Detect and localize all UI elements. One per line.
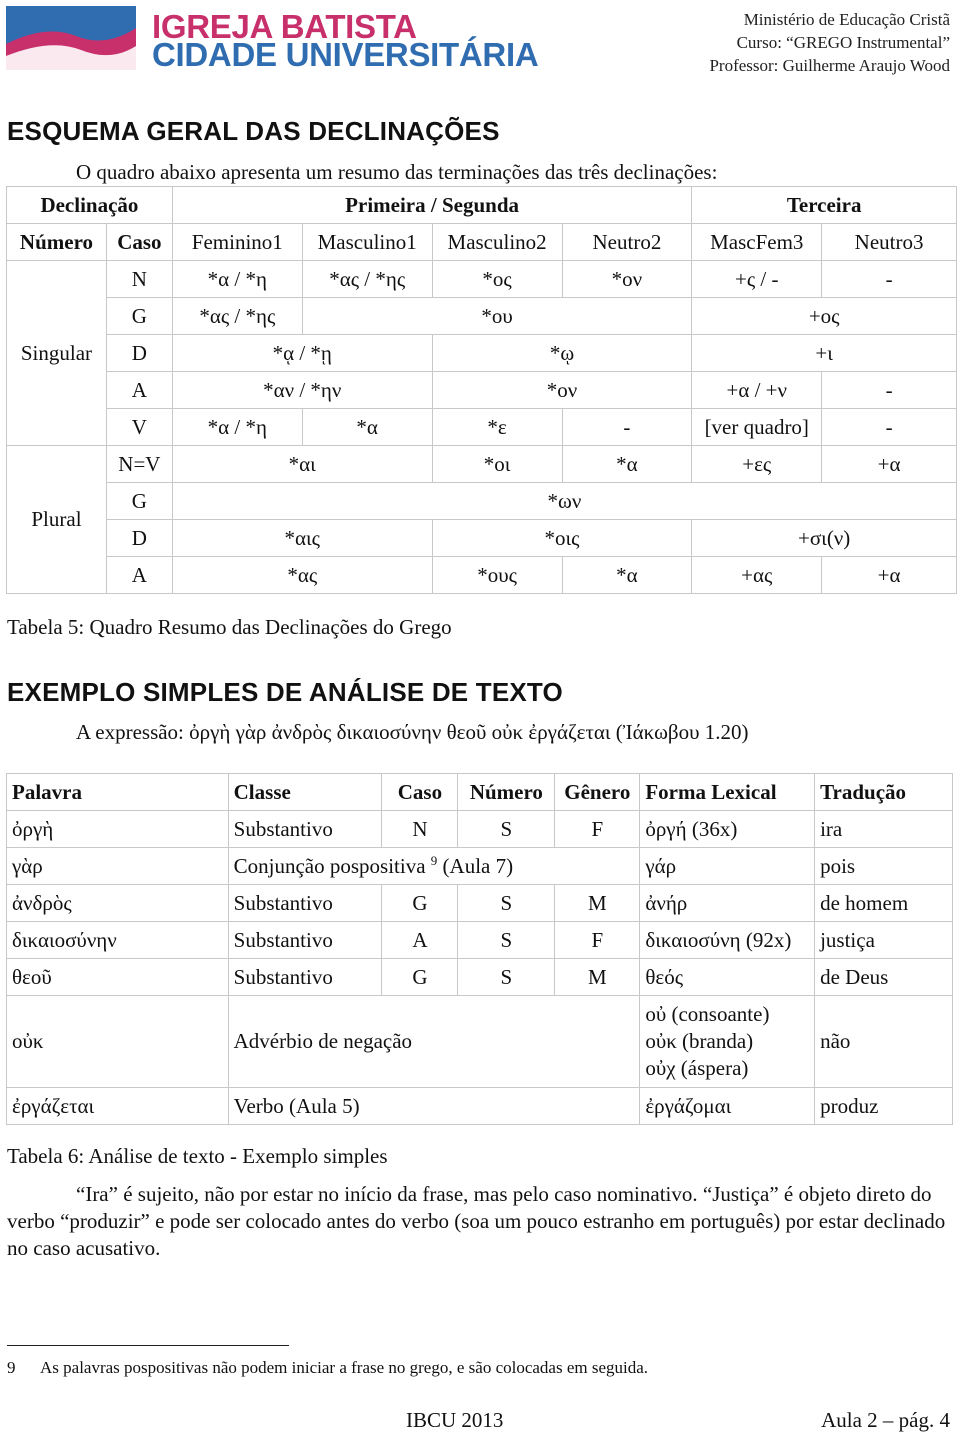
- header-course: Curso: “GREGO Instrumental”: [736, 33, 950, 52]
- cell-case: V: [106, 409, 172, 446]
- th-numero: Número: [7, 224, 107, 261]
- cell-traducao: justiça: [815, 922, 953, 959]
- footer-left: IBCU 2013: [406, 1408, 504, 1432]
- cell-ending: *α / *η: [172, 409, 302, 446]
- th-genero: Gênero: [555, 774, 640, 811]
- th-terceira: Terceira: [692, 187, 957, 224]
- cell-classe: Advérbio de negação: [228, 996, 640, 1088]
- cell-palavra: θεοῦ: [7, 959, 229, 996]
- cell-traducao: produz: [815, 1088, 953, 1125]
- analysis-paragraph: “Ira” é sujeito, não por estar no início da frase, mas pelo caso nominativo. “Justiça” é objeto direto do verbo “produzir” e pode ser colocado antes do verbo (soa um pouco estranho em português) por estar declinado no caso acusativo.: [7, 1182, 946, 1260]
- cell-genero: F: [555, 922, 640, 959]
- cell-lexical: θεός: [640, 959, 815, 996]
- th-declinacao: Declinação: [7, 187, 173, 224]
- th-neutro3: Neutro3: [822, 224, 957, 261]
- table-row: [7, 922, 953, 959]
- table5-caption: Tabela 5: Quadro Resumo das Declinações do Grego: [7, 615, 452, 639]
- cell-ending: *ον: [562, 261, 692, 298]
- th-traducao: Tradução: [815, 774, 953, 811]
- cell-numero: S: [458, 922, 555, 959]
- cell-ending: *ας / *ης: [302, 261, 432, 298]
- cell-ending: *ον: [432, 372, 692, 409]
- cell-ending: *ᾳ / *ῃ: [172, 335, 432, 372]
- cell-ending: *α / *η: [172, 261, 302, 298]
- section-title-exemplo: EXEMPLO SIMPLES DE ANÁLISE DE TEXTO: [7, 677, 563, 707]
- footnote: [7, 1358, 648, 1378]
- cell-lexical: δικαιοσύνη (92x): [640, 922, 815, 959]
- cell-ending: *αν / *ην: [172, 372, 432, 409]
- cell-ending: +α: [822, 446, 957, 483]
- logo-text-line1: IGREJA BATISTA: [152, 8, 417, 45]
- table-row: [7, 1088, 953, 1125]
- cell-classe-aula: (Aula 7): [442, 853, 514, 878]
- footer-page: Aula 2 – pág. 4: [821, 1408, 950, 1432]
- th-forma-lexical: Forma Lexical: [640, 774, 815, 811]
- cell-traducao: ira: [815, 811, 953, 848]
- lexical-line: οὐκ (branda): [645, 1029, 754, 1053]
- cell-palavra: ἐργάζεται: [7, 1088, 229, 1125]
- cell-classe: Substantivo: [228, 885, 382, 922]
- cell-classe: Substantivo: [228, 811, 382, 848]
- cell-singular: Singular: [7, 261, 107, 446]
- th-feminino1: Feminino1: [172, 224, 302, 261]
- cell-ending: +ας: [692, 557, 822, 594]
- cell-classe: Substantivo: [228, 959, 382, 996]
- cell-caso: G: [382, 959, 458, 996]
- cell-ending: +σι(ν): [692, 520, 957, 557]
- th-masculino2: Masculino2: [432, 224, 562, 261]
- cell-case: G: [106, 483, 172, 520]
- footnote-text: As palavras pospositivas não podem iniciar a frase no grego, e são colocadas em seguida.: [40, 1358, 649, 1377]
- cell-plural: Plural: [7, 446, 107, 594]
- cell-ending: -: [822, 261, 957, 298]
- th-primeira-segunda: Primeira / Segunda: [172, 187, 691, 224]
- footnote-number: 9: [7, 1358, 16, 1377]
- cell-ending: *αι: [172, 446, 432, 483]
- cell-classe-text: Conjunção pospositiva: [233, 853, 426, 878]
- analysis-table: [6, 773, 953, 1125]
- cell-ending: *ε: [432, 409, 562, 446]
- cell-ending: *α: [562, 446, 692, 483]
- cell-case: D: [106, 335, 172, 372]
- cell-classe: [228, 848, 640, 885]
- declension-table: [6, 186, 957, 594]
- cell-ending: +ς / -: [692, 261, 822, 298]
- cell-caso: G: [382, 885, 458, 922]
- cell-numero: S: [458, 885, 555, 922]
- table-row: [7, 996, 953, 1088]
- cell-ending: -: [562, 409, 692, 446]
- cell-case: N=V: [106, 446, 172, 483]
- cell-lexical: [640, 996, 815, 1088]
- cell-ending: *ου: [302, 298, 692, 335]
- table-row: [7, 959, 953, 996]
- th-classe: Classe: [228, 774, 382, 811]
- cell-palavra: ὀργὴ: [7, 811, 229, 848]
- cell-ending: *οι: [432, 446, 562, 483]
- footnote-ref[interactable]: 9: [430, 852, 438, 868]
- header-professor: Professor: Guilherme Araujo Wood: [709, 56, 950, 75]
- cell-traducao: de homem: [815, 885, 953, 922]
- th-neutro2: Neutro2: [562, 224, 692, 261]
- th-caso: Caso: [382, 774, 458, 811]
- cell-case: G: [106, 298, 172, 335]
- cell-traducao: pois: [815, 848, 953, 885]
- cell-classe: Substantivo: [228, 922, 382, 959]
- cell-ending: *ους: [432, 557, 562, 594]
- th-palavra: Palavra: [7, 774, 229, 811]
- th-masculino1: Masculino1: [302, 224, 432, 261]
- header-info: [709, 8, 950, 77]
- cell-ending: *α: [562, 557, 692, 594]
- section2-intro: A expressão: ὀργὴ γὰρ ἀνδρὸς δικαιοσύνην θεοῦ οὐκ ἐργάζεται (Ἰάκωβου 1.20): [76, 720, 749, 744]
- table-row: [7, 885, 953, 922]
- th-numero: Número: [458, 774, 555, 811]
- cell-ending: *ων: [172, 483, 956, 520]
- footnote-divider: [7, 1345, 289, 1346]
- cell-case: A: [106, 557, 172, 594]
- th-caso: Caso: [106, 224, 172, 261]
- cell-numero: S: [458, 959, 555, 996]
- cell-palavra: γὰρ: [7, 848, 229, 885]
- cell-ending: *ας / *ης: [172, 298, 302, 335]
- section-title-declinacoes: ESQUEMA GERAL DAS DECLINAÇÕES: [7, 116, 500, 146]
- cell-ending: -: [822, 372, 957, 409]
- table6-caption: Tabela 6: Análise de texto - Exemplo simples: [7, 1144, 388, 1168]
- table-row: [7, 811, 953, 848]
- cell-case: D: [106, 520, 172, 557]
- cell-ending: *οις: [432, 520, 692, 557]
- cell-traducao: não: [815, 996, 953, 1088]
- th-mascfem3: MascFem3: [692, 224, 822, 261]
- cell-ending: -: [822, 409, 957, 446]
- cell-palavra: ἀνδρὸς: [7, 885, 229, 922]
- table-row: [7, 848, 953, 885]
- cell-lexical: ἐργάζομαι: [640, 1088, 815, 1125]
- cell-lexical: γάρ: [640, 848, 815, 885]
- church-logo-icon: [6, 6, 136, 70]
- cell-case: A: [106, 372, 172, 409]
- cell-lexical: ἀνήρ: [640, 885, 815, 922]
- cell-ending: +ι: [692, 335, 957, 372]
- cell-ending: +α: [822, 557, 957, 594]
- cell-ending: *ος: [432, 261, 562, 298]
- cell-ending: *αις: [172, 520, 432, 557]
- cell-ending: +ες: [692, 446, 822, 483]
- section1-intro: O quadro abaixo apresenta um resumo das terminações das três declinações:: [76, 160, 718, 184]
- cell-caso: A: [382, 922, 458, 959]
- cell-ending: *ας: [172, 557, 432, 594]
- cell-genero: M: [555, 885, 640, 922]
- lexical-line: οὐχ (áspera): [645, 1056, 749, 1080]
- cell-case: N: [106, 261, 172, 298]
- cell-ending: +α / +ν: [692, 372, 822, 409]
- cell-ending: *ῳ: [432, 335, 692, 372]
- cell-traducao: de Deus: [815, 959, 953, 996]
- cell-palavra: δικαιοσύνην: [7, 922, 229, 959]
- cell-genero: M: [555, 959, 640, 996]
- cell-classe: Verbo (Aula 5): [228, 1088, 640, 1125]
- cell-ending: [ver quadro]: [692, 409, 822, 446]
- lexical-line: οὐ (consoante): [645, 1002, 770, 1026]
- cell-ending: *α: [302, 409, 432, 446]
- cell-genero: F: [555, 811, 640, 848]
- cell-lexical: ὀργή (36x): [640, 811, 815, 848]
- cell-palavra: οὐκ: [7, 996, 229, 1088]
- cell-numero: S: [458, 811, 555, 848]
- cell-caso: N: [382, 811, 458, 848]
- logo-text-line2: CIDADE UNIVERSITÁRIA: [152, 36, 539, 73]
- cell-ending: +ος: [692, 298, 957, 335]
- header-ministry: Ministério de Educação Cristã: [743, 10, 950, 29]
